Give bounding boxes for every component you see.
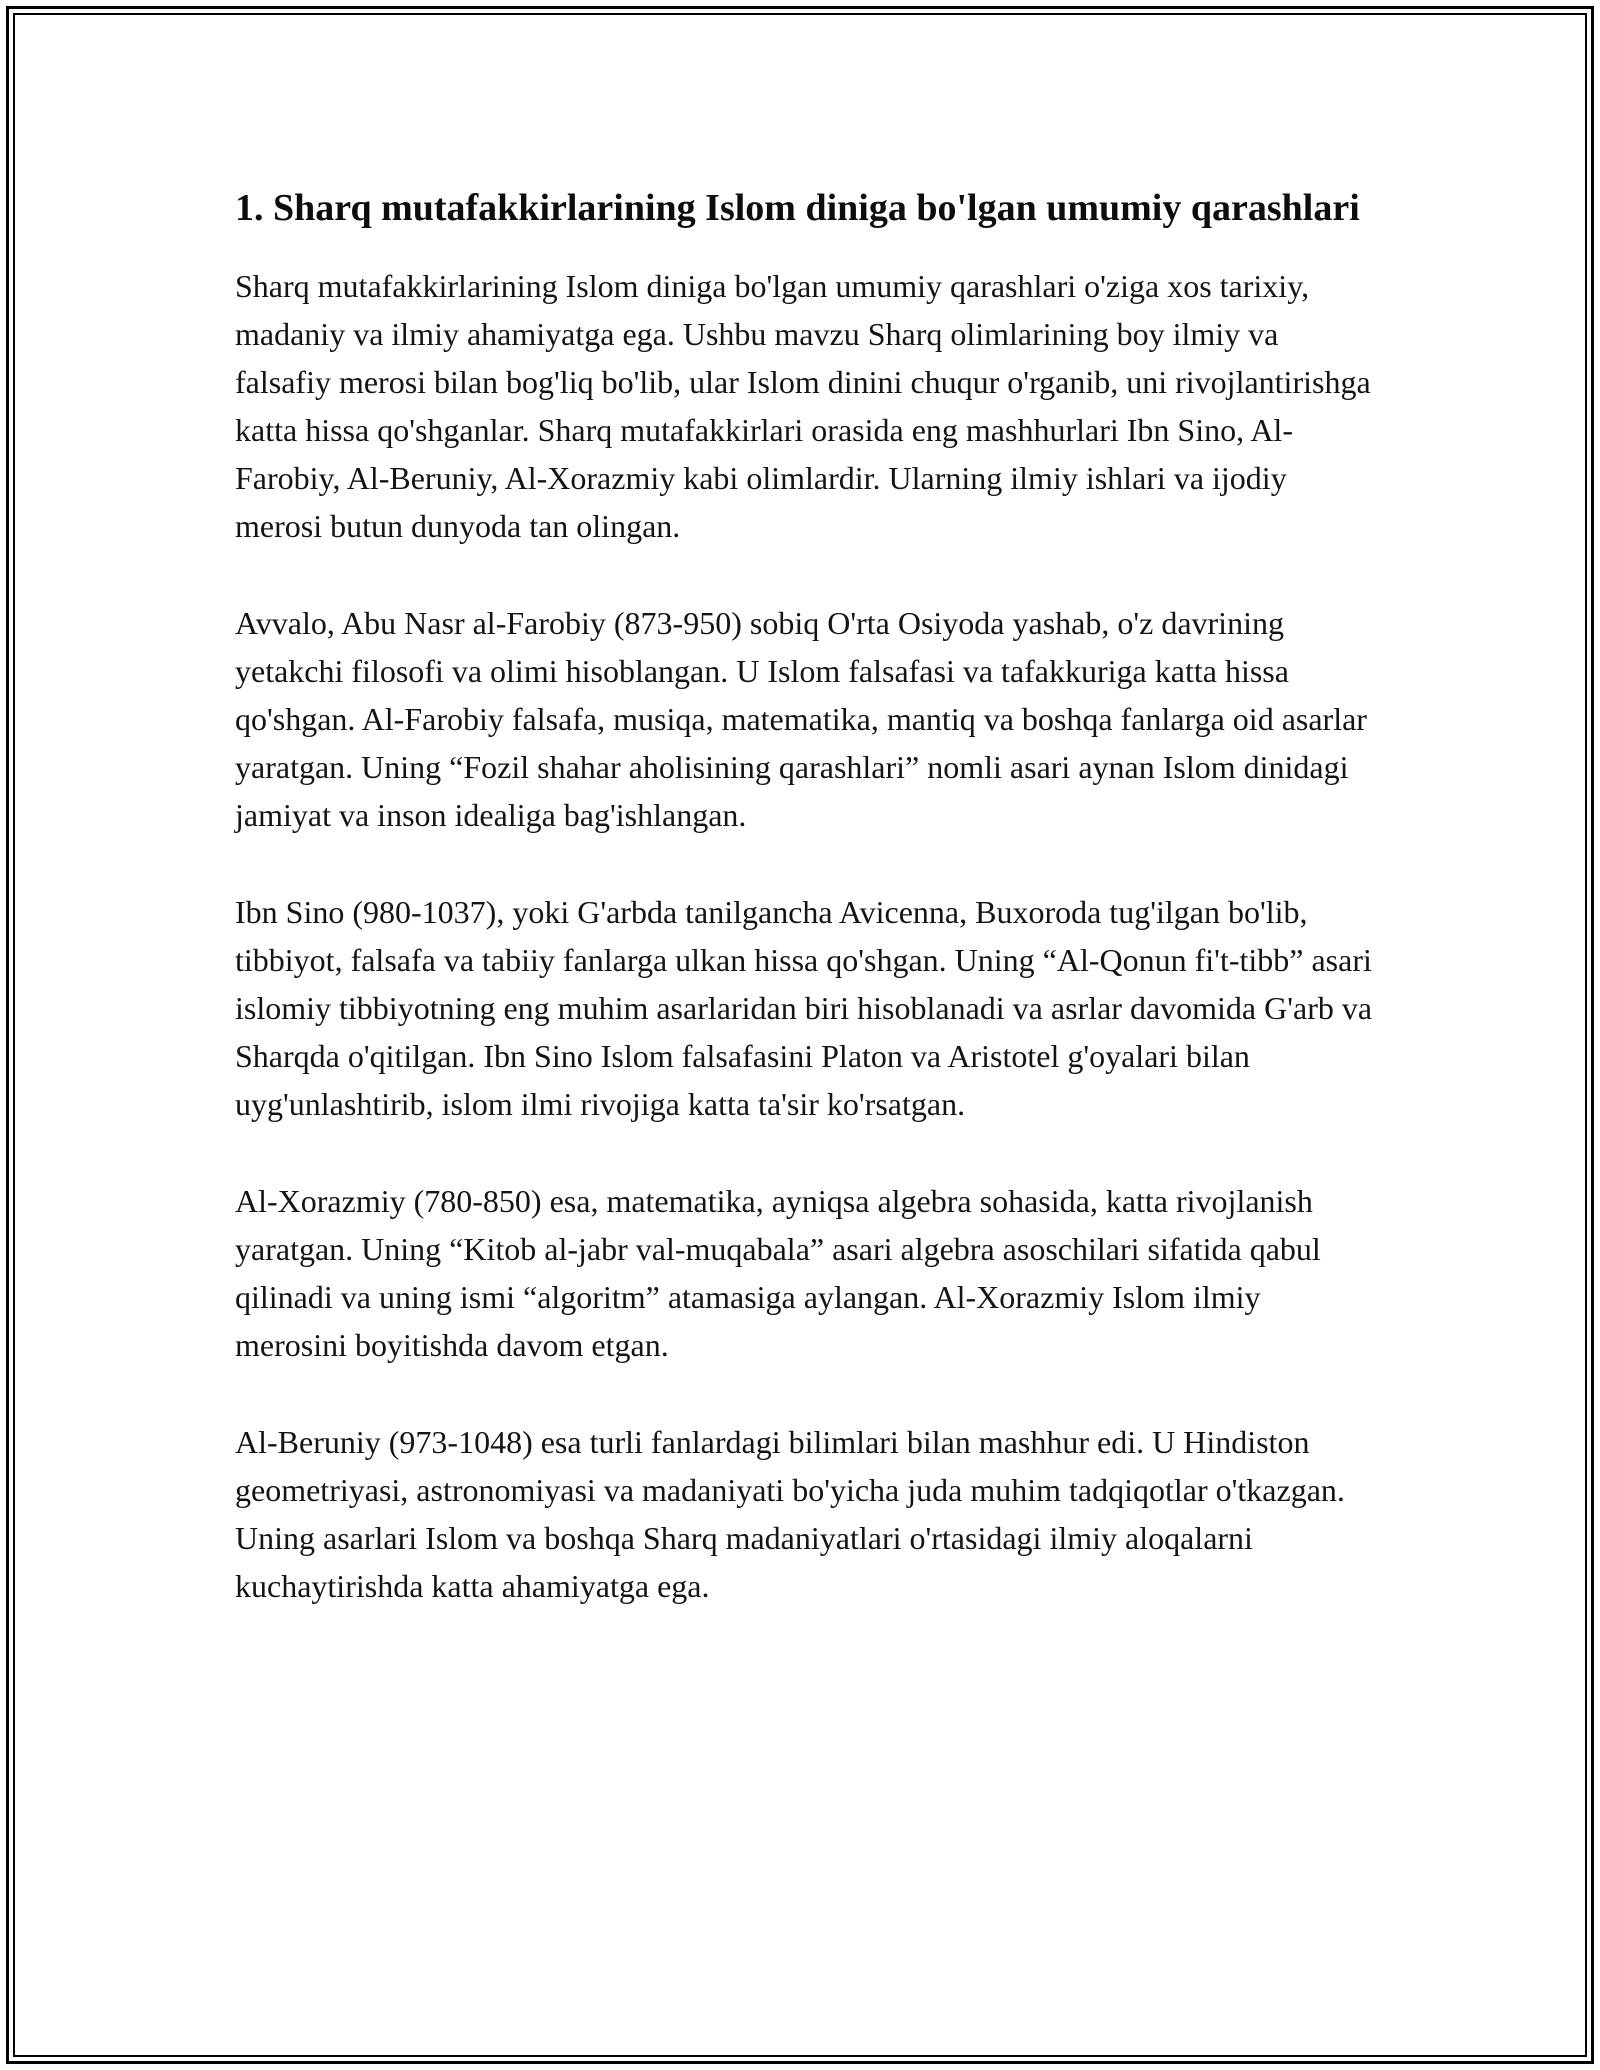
paragraph-ibn-sino: Ibn Sino (980-1037), yoki G'arbda tanilgancha Avicenna, Buxoroda tug'ilgan bo'lib, tibbiyot, falsafa va tabiiy fanlarga ulkan hissa qo'shgan. Uning “Al-Qonun fi't-tibb” asari islomiy tibbiyotning eng muhim asarlaridan biri hisoblanadi va asrlar davomida G'arb va Sharqda o'qitilgan. Ibn Sino Islom falsafasini Platon va Aristotel g'oyalari bilan uyg'unlashtirib, islom ilmi rivojiga katta ta'sir ko'rsatgan. xyxy=(235,894,1373,1122)
paragraph-beruniy: Al-Beruniy (973-1048) esa turli fanlardagi bilimlari bilan mashhur edi. U Hindiston geometriyasi, astronomiyasi va madaniyati bo'yicha juda muhim tadqiqotlar o'tkazgan. Uning asarlari Islom va boshqa Sharq madaniyatlari o'rtasidagi ilmiy aloqalarni kuchaytirishda katta ahamiyatga ega. xyxy=(235,1424,1345,1604)
paragraph-intro: Sharq mutafakkirlarining Islom diniga bo'lgan umumiy qarashlari o'ziga xos tarixiy, madaniy va ilmiy ahamiyatga ega. Ushbu mavzu Sharq olimlarining boy ilmiy va falsafiy merosi bilan bog'liq bo'lib, ular Islom dinini chuqur o'rganib, uni rivojlantirishga katta hissa qo'shganlar. Sharq mutafakkirlari orasida eng mashhurlari Ibn Sino, Al-Farobiy, Al-Beruniy, Al-Xorazmiy kabi olimlardir. Ularning ilmiy ishlari va ijodiy merosi butun dunyoda tan olingan. xyxy=(235,268,1371,544)
section-heading: 1. Sharq mutafakkirlarining Islom diniga bo'lgan umumiy qarashlari xyxy=(235,187,1360,229)
paragraph-farobiy: Avvalo, Abu Nasr al-Farobiy (873-950) sobiq O'rta Osiyoda yashab, o'z davrining yetakchi filosofi va olimi hisoblangan. U Islom falsafasi va tafakkuriga katta hissa qo'shgan. Al-Farobiy falsafa, musiqa, matematika, mantiq va boshqa fanlarga oid asarlar yaratgan. Uning “Fozil shahar aholisining qarashlari” nomli asari aynan Islom dinidagi jamiyat va inson idealiga bag'ishlangan. xyxy=(235,605,1367,833)
document-body xyxy=(235,180,1375,1659)
paragraph-xorazmiy: Al-Xorazmiy (780-850) esa, matematika, ayniqsa algebra sohasida, katta rivojlanish yaratgan. Uning “Kitob al-jabr val-muqabala” asari algebra asoschilari sifatida qabul qilinadi va uning ismi “algoritm” atamasiga aylangan. Al-Xorazmiy Islom ilmiy merosini boyitishda davom etgan. xyxy=(235,1183,1321,1363)
